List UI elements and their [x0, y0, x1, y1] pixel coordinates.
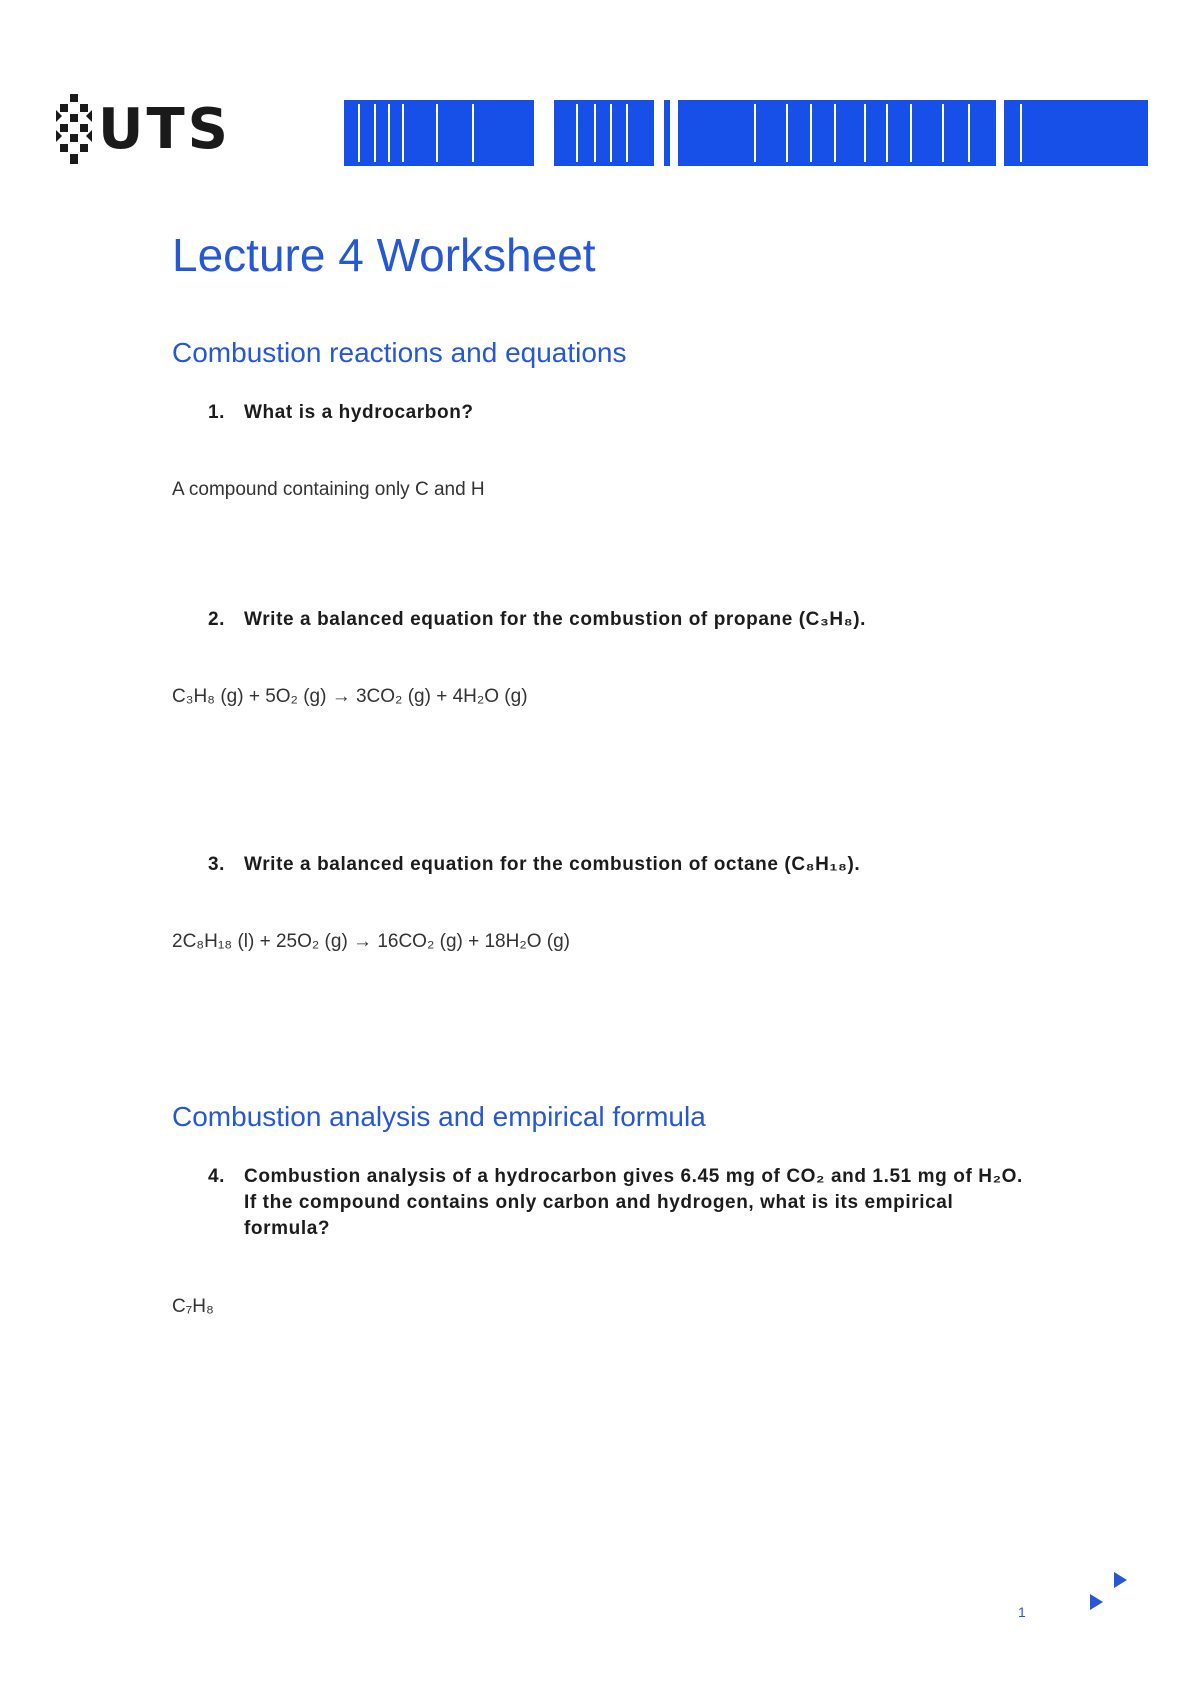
answer-4: C₇H₈ [172, 1296, 214, 1317]
answer-2: C₃H₈ (g) + 5O₂ (g) → 3CO₂ (g) + 4H₂O (g) [172, 686, 528, 707]
play-arrow-icon [1114, 1572, 1127, 1588]
question-number: 4. [208, 1166, 226, 1187]
question-number: 1. [208, 402, 226, 423]
question-3 [208, 852, 1028, 878]
uts-crest-icon [56, 94, 92, 166]
question-text: Write a balanced equation for the combustion of octane (C₈H₁₈). [244, 854, 861, 875]
answer-3: 2C₈H₁₈ (l) + 25O₂ (g) → 16CO₂ (g) + 18H₂O (g) [172, 931, 570, 952]
section-heading-combustion-reactions: Combustion reactions and equations [172, 337, 627, 368]
question-1 [208, 400, 1028, 426]
question-number: 3. [208, 854, 226, 875]
page-title: Lecture 4 Worksheet [172, 229, 596, 281]
uts-logo [56, 94, 231, 166]
question-text: Write a balanced equation for the combustion of propane (C₃H₈). [244, 609, 866, 630]
question-text: Combustion analysis of a hydrocarbon gives 6.45 mg of CO₂ and 1.51 mg of H₂O. If the compound contains only carbon and hydrogen, what is its empirical formula? [244, 1166, 1023, 1239]
question-4 [208, 1164, 1028, 1242]
header-barcode-graphic [344, 100, 1148, 166]
uts-logo-text: UTS [98, 97, 232, 162]
question-2 [208, 607, 1028, 633]
answer-1: A compound containing only C and H [172, 479, 485, 500]
question-text: What is a hydrocarbon? [244, 402, 474, 423]
section-heading-combustion-analysis: Combustion analysis and empirical formula [172, 1101, 706, 1132]
page-number: 1 [1018, 1604, 1026, 1620]
play-arrow-icon [1090, 1594, 1103, 1610]
question-number: 2. [208, 609, 226, 630]
